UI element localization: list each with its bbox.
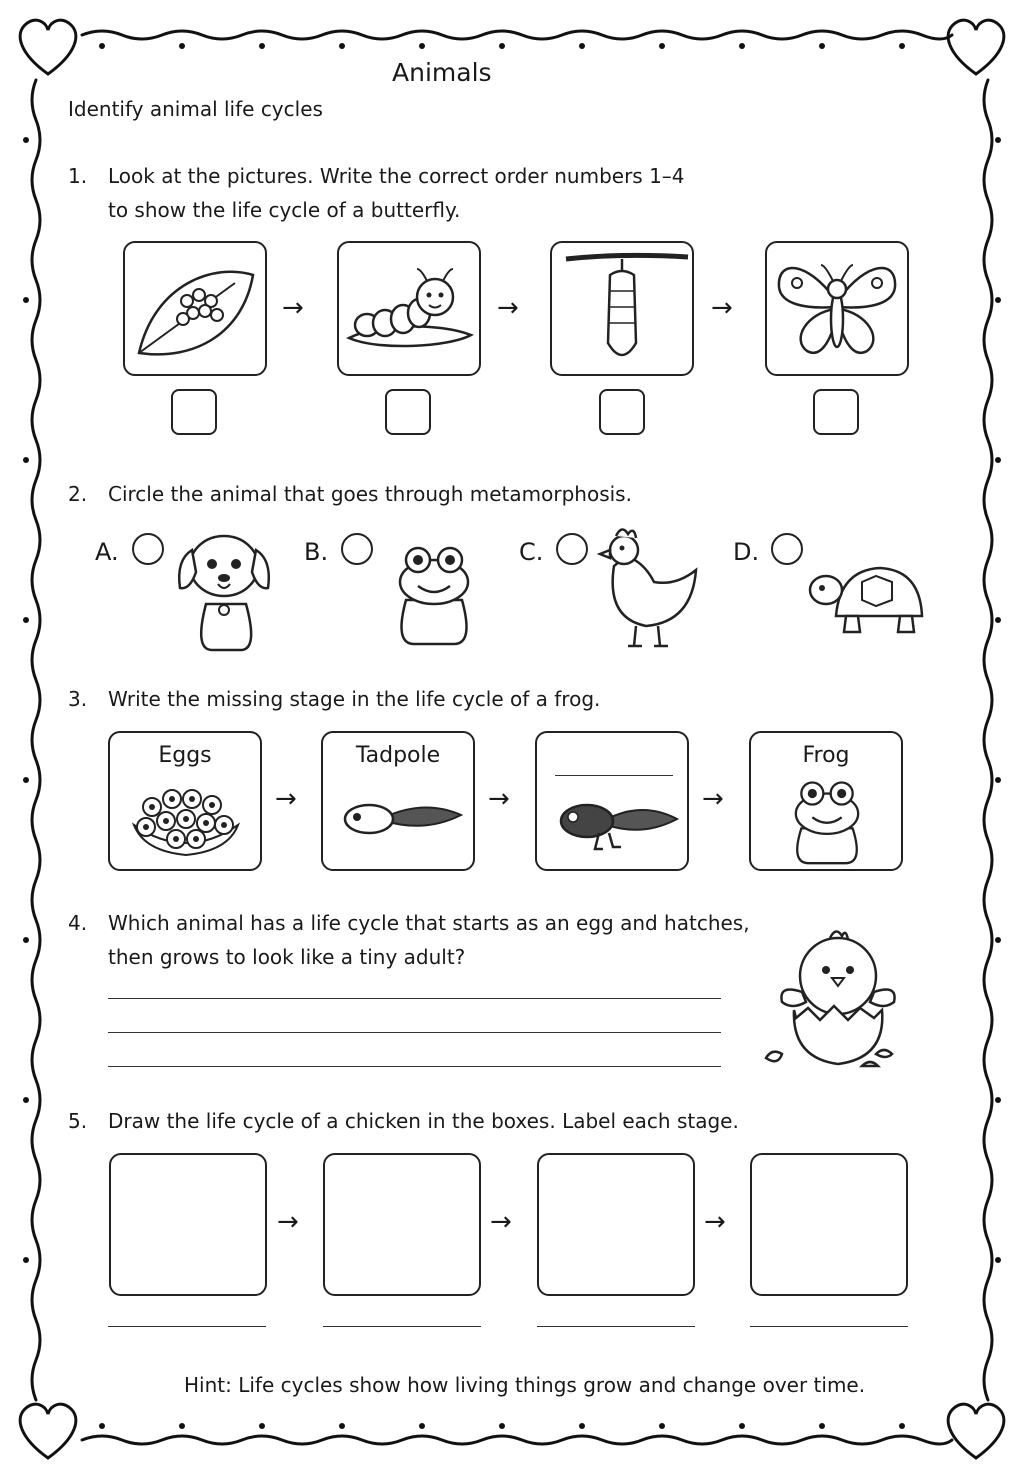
q5-label-line-4[interactable] bbox=[750, 1326, 908, 1327]
q2-option-b-radio[interactable] bbox=[341, 533, 373, 565]
q5-label-line-3[interactable] bbox=[537, 1326, 695, 1327]
q5-label-line-2[interactable] bbox=[323, 1326, 481, 1327]
q1-answer-box-1[interactable] bbox=[171, 389, 217, 435]
page-title: Animals bbox=[392, 58, 492, 87]
hint-text: Hint: Life cycles show how living things grow and change over time. bbox=[184, 1373, 866, 1397]
q3-arrow-2: → bbox=[488, 784, 510, 814]
chicken-icon bbox=[596, 522, 701, 650]
page-subtitle: Identify animal life cycles bbox=[68, 97, 323, 121]
q1-arrow-1: → bbox=[282, 293, 304, 323]
q5-arrow-3: → bbox=[704, 1207, 726, 1237]
q3-stage-label-tadpole: Tadpole bbox=[355, 743, 441, 768]
q4-answer-line-1[interactable] bbox=[108, 998, 721, 999]
turtle-icon bbox=[806, 560, 926, 640]
q4-text-line2: then grows to look like a tiny adult? bbox=[108, 945, 466, 969]
tadpole-with-legs-icon bbox=[551, 797, 681, 857]
q3-number: 3. bbox=[68, 687, 88, 711]
chrysalis-icon bbox=[552, 243, 692, 374]
q3-stage-label-frog: Frog bbox=[802, 743, 850, 768]
q1-answer-box-2[interactable] bbox=[385, 389, 431, 435]
frog-icon bbox=[781, 777, 873, 865]
egg-on-leaf-icon bbox=[125, 243, 265, 374]
q5-drawing-box-4[interactable] bbox=[750, 1153, 908, 1296]
q3-stage-box-2 bbox=[321, 731, 475, 871]
q5-drawing-box-1[interactable] bbox=[109, 1153, 267, 1296]
q5-text: Draw the life cycle of a chicken in the boxes. Label each stage. bbox=[108, 1109, 739, 1133]
q1-image-box-4 bbox=[765, 241, 909, 376]
q5-label-line-1[interactable] bbox=[108, 1326, 266, 1327]
q4-text-line1: Which animal has a life cycle that starts as an egg and hatches, bbox=[108, 911, 750, 935]
caterpillar-icon bbox=[339, 243, 479, 374]
q2-option-a-radio[interactable] bbox=[132, 533, 164, 565]
dog-icon bbox=[172, 520, 277, 655]
q2-option-d-radio[interactable] bbox=[771, 533, 803, 565]
q3-stage-label-eggs: Eggs bbox=[158, 743, 212, 768]
frog-icon bbox=[384, 540, 484, 652]
q5-drawing-box-3[interactable] bbox=[537, 1153, 695, 1296]
q1-answer-box-3[interactable] bbox=[599, 389, 645, 435]
q1-image-box-1 bbox=[123, 241, 267, 376]
q5-arrow-2: → bbox=[490, 1207, 512, 1237]
q3-arrow-1: → bbox=[275, 784, 297, 814]
q1-text-line1: Look at the pictures. Write the correct order numbers 1–4 bbox=[108, 164, 685, 188]
q2-option-c-letter: C. bbox=[519, 538, 544, 566]
q2-option-b-letter: B. bbox=[304, 538, 329, 566]
q5-number: 5. bbox=[68, 1109, 88, 1133]
q5-drawing-box-2[interactable] bbox=[323, 1153, 481, 1296]
q2-number: 2. bbox=[68, 482, 88, 506]
q1-answer-box-4[interactable] bbox=[813, 389, 859, 435]
q3-text: Write the missing stage in the life cycle of a frog. bbox=[108, 687, 601, 711]
q5-arrow-1: → bbox=[277, 1207, 299, 1237]
q3-stage-box-1 bbox=[108, 731, 262, 871]
q1-text-line2: to show the life cycle of a butterfly. bbox=[108, 198, 461, 222]
frog-eggs-icon bbox=[128, 785, 244, 857]
q3-stage-box-3 bbox=[535, 731, 689, 871]
q1-arrow-2: → bbox=[497, 293, 519, 323]
q2-text: Circle the animal that goes through metamorphosis. bbox=[108, 482, 632, 506]
q4-number: 4. bbox=[68, 911, 88, 935]
q4-answer-line-2[interactable] bbox=[108, 1032, 721, 1033]
hatching-chick-icon bbox=[758, 918, 918, 1080]
q2-option-a-letter: A. bbox=[95, 538, 119, 566]
butterfly-icon bbox=[767, 243, 907, 374]
q2-option-c-radio[interactable] bbox=[556, 533, 588, 565]
q1-arrow-3: → bbox=[711, 293, 733, 323]
q1-number: 1. bbox=[68, 164, 88, 188]
q1-image-box-2 bbox=[337, 241, 481, 376]
q3-missing-answer-line[interactable] bbox=[555, 775, 673, 776]
q3-stage-box-4 bbox=[749, 731, 903, 871]
q1-image-box-3 bbox=[550, 241, 694, 376]
tadpole-icon bbox=[335, 793, 465, 843]
q3-arrow-3: → bbox=[702, 784, 724, 814]
q4-answer-line-3[interactable] bbox=[108, 1066, 721, 1067]
q2-option-d-letter: D. bbox=[733, 538, 760, 566]
